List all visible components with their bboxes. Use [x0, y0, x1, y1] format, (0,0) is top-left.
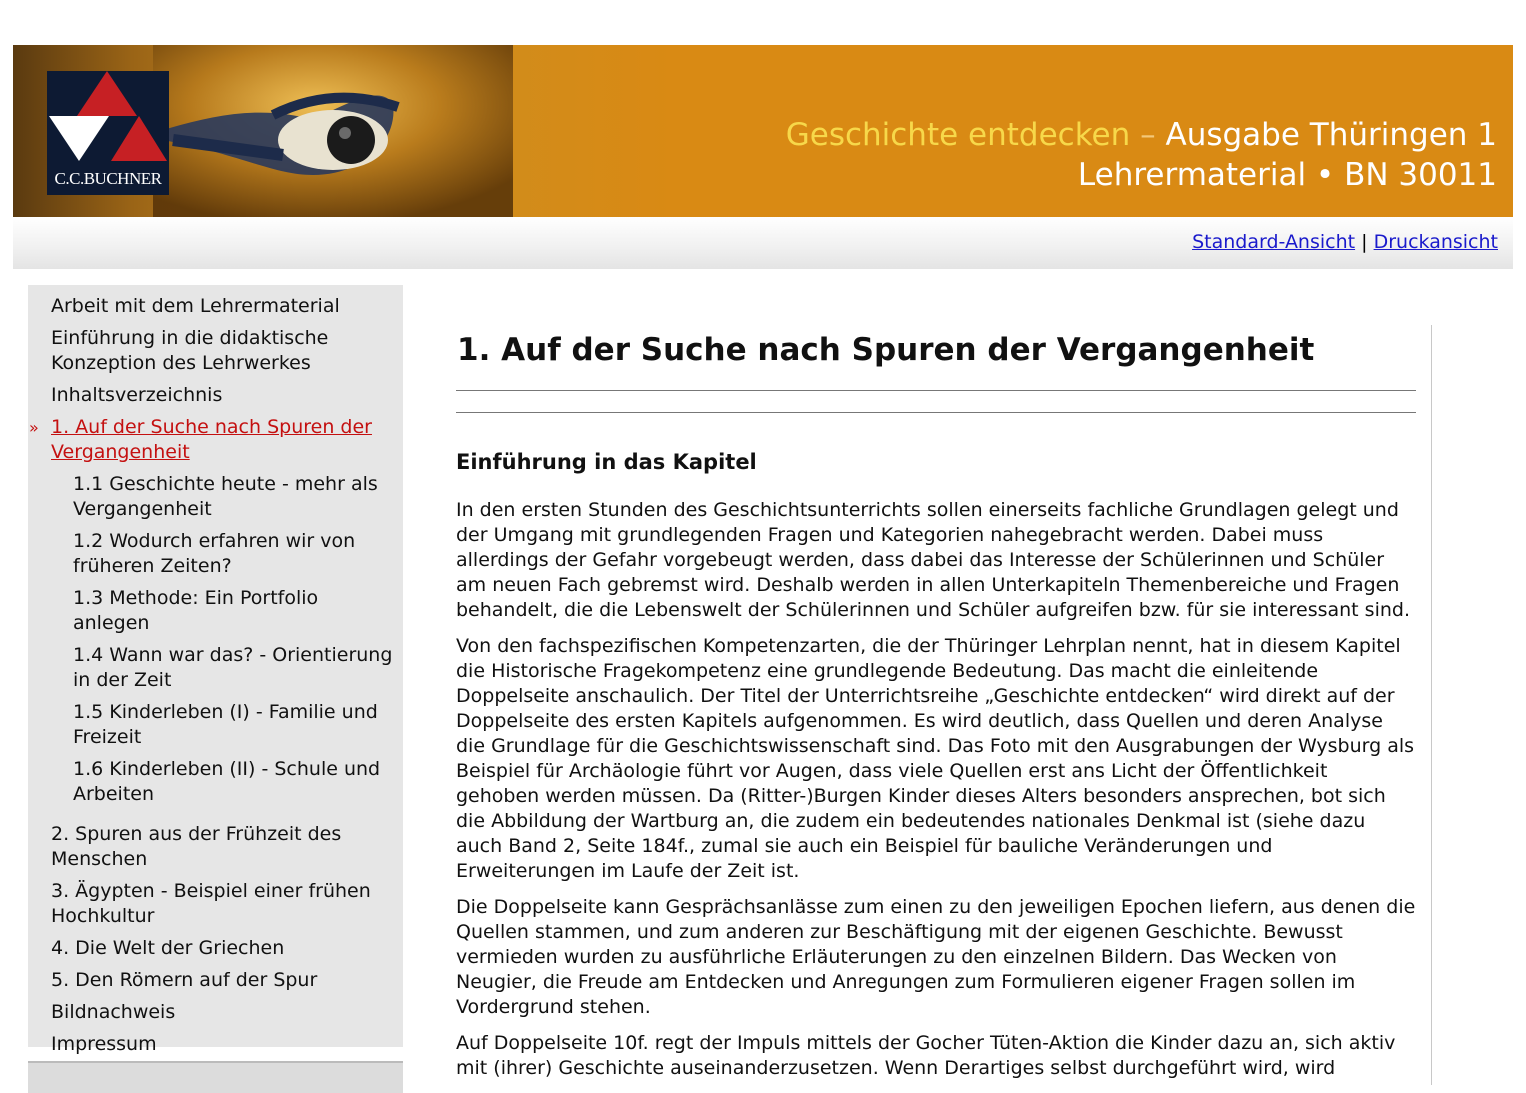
edition-title: Ausgabe Thüringen 1 — [1165, 117, 1497, 153]
header-banner-image — [13, 45, 673, 217]
sidebar-item-chapter-5[interactable]: 5. Den Römern auf der Spur — [51, 969, 318, 991]
sidebar-item-1-5[interactable]: 1.5 Kinderleben (I) - Familie und Freizeit — [73, 701, 378, 748]
sidebar-item-1-3[interactable]: 1.3 Methode: Ein Portfolio anlegen — [73, 587, 319, 634]
site-header — [13, 45, 1513, 217]
main-content — [456, 325, 1416, 1081]
series-title: Geschichte entdecken — [785, 117, 1131, 153]
sidebar-item-inhaltsverzeichnis[interactable]: Inhaltsverzeichnis — [51, 384, 223, 406]
print-view-link[interactable]: Druckansicht — [1373, 231, 1498, 253]
sidebar-navigation — [28, 285, 403, 1055]
sidebar-item-1-2[interactable]: 1.2 Wodurch erfahren wir von früheren Zeiten? — [73, 530, 356, 577]
sidebar-item-chapter-4[interactable]: 4. Die Welt der Griechen — [51, 937, 285, 959]
view-toolbar — [13, 217, 1513, 269]
paragraph-1: In den ersten Stunden des Geschichtsunterrichts sollen einerseits fachliche Grundlagen gelegt und der Umgang mit grundlegenden Fragen und Kategorien nahegebracht werden. Dabei muss allerdings der Gefahr vorgebeugt werden, dass dabei das Interesse der Schülerinnen und Schüler am neuen Fach gebremst wird. Deshalb werden in allen Unterkapiteln Themenbereiche und Fragen behandelt, die die Lebenswelt der Schülerinnen und Schüler aufgreifen bzw. für sie interessant sind. — [456, 499, 1410, 621]
sidebar-item-impressum[interactable]: Impressum — [51, 1033, 157, 1055]
publisher-logo[interactable] — [47, 71, 169, 195]
paragraph-2: Von den fachspezifischen Kompetenzarten, die der Thüringer Lehrplan nennt, hat in diesem Kapitel die Historische Fragekompetenz eine grundlegende Bedeutung. Das macht die einleitende Doppelseite anschaulich. Der Titel der Unterrichtsreihe „Geschichte entdecken“ wird direkt auf der Doppelseite des ersten Kapitels aufgenommen. Es wird deutlich, dass Quellen und deren Analyse die Grundlage für die Geschichtswissenschaft sind. Das Foto mit den Ausgrabungen der Wysburg als Beispiel für Archäologie führt vor Augen, dass viele Quellen erst ans Licht der Öffentlichkeit gehoben werden müssen. Da (Ritter-)Burgen Kinder dieses Alters besonders ansprechen, bot sich die Abbildung der Wartburg an, die zudem ein bedeutendes nationales Denkmal ist (siehe dazu auch Band 2, Seite 184f., zumal sie auch ein Beispiel für bauliche Veränderungen und Erweiterungen im Laufe der Zeit ist. — [456, 635, 1415, 882]
sidebar-item-chapter-1[interactable] — [28, 415, 403, 472]
section-heading: Einführung in das Kapitel — [456, 450, 757, 474]
content-right-divider — [1431, 325, 1432, 1085]
active-marker-icon: » — [29, 418, 39, 437]
header-subtitle: Lehrermaterial • BN 30011 — [1077, 157, 1497, 193]
paragraph-3: Die Doppelseite kann Gesprächsanlässe zum einen zu den jeweiligen Epochen liefern, aus denen die Quellen stammen, und zum anderen zur Beschäftigung mit der eigenen Geschichte. Bewusst vermieden wurden zu ausführliche Erläuterungen zu den einzelnen Bildern. Das Wecken von Neugier, die Freude am Entdecken und Anregungen zum Formulieren eigener Fragen sollen im Vordergrund stehen. — [456, 896, 1416, 1018]
sidebar-item-label: 1. Auf der Suche nach Spuren der Vergangenheit — [51, 416, 372, 463]
logo-text: C.C.BUCHNER — [54, 169, 162, 188]
page-title: 1. Auf der Suche nach Spuren der Vergangenheit — [457, 332, 1315, 368]
standard-view-link[interactable]: Standard-Ansicht — [1192, 231, 1356, 253]
sidebar-item-1-4[interactable]: 1.4 Wann war das? - Orientierung in der Zeit — [73, 644, 393, 691]
sidebar-item-chapter-2[interactable]: 2. Spuren aus der Frühzeit des Menschen — [51, 823, 342, 870]
title-divider-bottom — [456, 412, 1416, 413]
sidebar-item-bildnachweis[interactable]: Bildnachweis — [51, 1001, 176, 1023]
paragraph-4: Auf Doppelseite 10f. regt der Impuls mittels der Gocher Tüten-Aktion die Kinder dazu an, sich aktiv mit (ihrer) Geschichte auseinanderzusetzen. Wenn Derartiges selbst durchgeführt wird, wird — [456, 1032, 1396, 1079]
sidebar-secondary-box — [28, 1061, 403, 1093]
title-separator: – — [1130, 117, 1166, 153]
sidebar-item-lehrermaterial[interactable]: Arbeit mit dem Lehrermaterial — [51, 295, 340, 317]
header-title — [786, 115, 1497, 195]
sidebar-item-1-1[interactable]: 1.1 Geschichte heute - mehr als Vergangenheit — [73, 473, 378, 520]
view-links — [1192, 231, 1498, 253]
sidebar-item-chapter-3[interactable]: 3. Ägypten - Beispiel einer frühen Hochkultur — [51, 880, 371, 927]
link-divider: | — [1361, 231, 1368, 253]
sidebar-item-einfuehrung[interactable]: Einführung in die didaktische Konzeption des Lehrwerkes — [51, 327, 329, 374]
logo-triangles-icon — [47, 71, 169, 171]
title-divider-top — [456, 390, 1416, 391]
sidebar-item-1-6[interactable]: 1.6 Kinderleben (II) - Schule und Arbeiten — [73, 758, 381, 805]
